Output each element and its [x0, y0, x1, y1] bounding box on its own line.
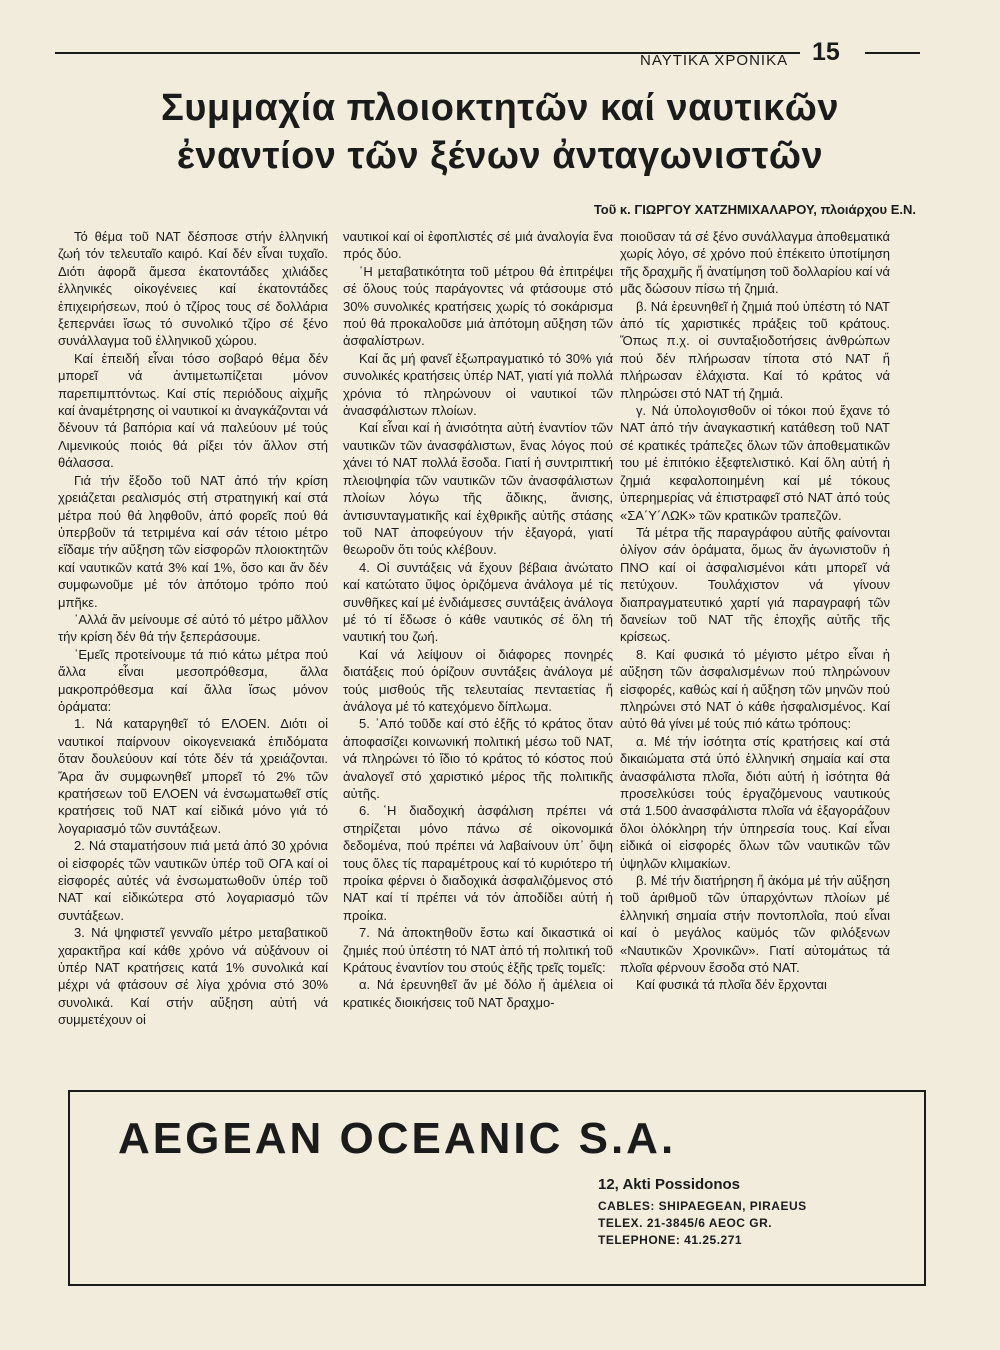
text-column-2: [343, 228, 613, 1011]
paragraph: 8. Καί φυσικά τό μέγιστο μέτρο εἶναι ἡ αὔξηση τῶν ἀσφαλισμένων πού πληρώνουν εἰσφορές, καθώς καί ἡ αὔξηση τῶν μηνῶν πού πληρώνει στό ΝΑΤ ὁ κάθε ἠσφαλισμένος. Καί αὐτό θά γίνει μέ τούς πιό κάτω τρόπους:: [620, 646, 890, 732]
page-number: 15: [812, 38, 840, 66]
magazine-name: ΝΑΥΤΙΚΑ ΧΡΟΝΙΚΑ: [640, 52, 789, 69]
header-rule-right: [865, 52, 920, 54]
paragraph: β. Μέ τήν διατήρηση ἤ ἀκόμα μέ τήν αὔξηση τοῦ ἀριθμοῦ τῶν ὑπαρχόντων πλοίων μέ ἑλληνική σημαία στήν ποντοπλοΐα, πού εἶναι καί ὁ μεγάλος καϋμός τῶν φιλόξενων «Ναυτικῶν Χρονικῶν». Γιατί αὐτομάτως τά πλοῖα φέρνουν ἔσοδα στό ΝΑΤ.: [620, 873, 890, 976]
paragraph: Καί νά λείψουν οἱ διάφορες πονηρές διατάξεις πού ὁρίζουν συντάξεις ἀνάλογα μέ τούς μισθούς τῆς τελευταίας πενταετίας ἤ ἀνάλογα μέ τό κατεχόμενο δίπλωμα.: [343, 646, 613, 714]
paragraph: ναυτικοί καί οἱ ἐφοπλιστές σέ μιά ἀναλογία ἕνα πρός δύο.: [343, 229, 613, 262]
advertisement-box: [68, 1090, 926, 1286]
advertiser-telex: TELEX. 21-3845/6 AEOC GR.: [598, 1216, 773, 1230]
paragraph: Καί ἐπειδή εἶναι τόσο σοβαρό θέμα δέν μπορεῖ νά ἀντιμετωπίζεται μόνον παρεπιμπτόντως. Καί στίς περιόδους αἰχμῆς καί ἀναμέτρησης οἱ ναυτικοί κι ἀναγκάζονται νά δένουν τά βαπόρια καί νά παλεύουν μέ τούς Λιμενικούς ποιός θά ρίξει τόν ἄλλον στή θάλασσα.: [58, 350, 328, 471]
paragraph: 6. ῾Η διαδοχική ἀσφάλιση πρέπει νά στηρίζεται μόνο πάνω σέ οἰκονομικά δεδομένα, πού πρέπει νά λαβαίνουν ὑπ᾿ ὄψη τους ὅλες τίς παραμέτρους καί τό κυριότερο τή προίκα φέρνει ὁ διαδοχικά ἀσφαλιζόμενος στό ΝΑΤ καί τί πρέπει νά τόν ἀποδίδει αὐτή ἡ προίκα.: [343, 803, 613, 923]
paragraph: ῾Η μεταβατικότητα τοῦ μέτρου θά ἐπιτρέψει σέ ὅλους τούς παράγοντες νά φτάσουμε στό 30% συνολικές κρατήσεις χωρίς τό σοκάρισμα πού θά προκαλοῦσε μιά ἀπότομη αὔξηση τῶν ἀσφαλίστρων.: [343, 263, 613, 349]
text-column-1: [58, 228, 328, 1029]
paragraph: β. Νά ἐρευνηθεῖ ἡ ζημιά πού ὑπέστη τό ΝΑΤ ἀπό τίς χαριστικές πράξεις τοῦ κράτους. Ὅπως π.χ. οἱ συνταξιοδοτήσεις ἀνθρώπων πού δέν πλήρωσαν τίποτα στό ΝΑΤ ἤ πλήρωσαν ἐλάχιστα. Καί τό κράτος νά πληρώσει στό ΝΑΤ τή ζημιά.: [620, 298, 890, 401]
paragraph: 4. Οἱ συντάξεις νά ἔχουν βέβαια ἀνώτατο καί κατώτατο ὕψος ὁριζόμενα ἀνάλογα μέ τίς συνθῆκες καί μέ ἐνδιάμεσες συντάξεις ἀνάλογα μέ τό τί ἔδωσε ὁ κάθε ναυτικός σέ ὅλη τή ναυτική του ζωή.: [343, 559, 613, 645]
advertiser-address: 12, Akti Possidonos: [598, 1176, 740, 1193]
paragraph: 1. Νά καταργηθεῖ τό ΕΛΟΕΝ. Διότι οἱ ναυτικοί παίρνουν οἰκογενειακά ἐπιδόματα ὅταν δουλεύουν καί τότε δέν τά χρειάζονται. Ἄρα ἄν συμφωνηθεῖ μπορεῖ τό 2% τῶν κρατήσεων τοῦ ΕΛΟΕΝ νά ἐνσωματωθεῖ στίς κρατήσεις τοῦ ΝΑΤ καί εἰδικά μόνο γιά τό λογαριασμό τῶν συντάξεων.: [58, 716, 328, 836]
paragraph: Καί εἶναι καί ἡ ἀνισότητα αὐτή ἐναντίον τῶν ναυτικῶν τῶν ἀνασφάλιστων, ἕνας λόγος πού χάνει τό ΝΑΤ πολλά ἔσοδα. Γιατί ἡ συντριπτική πλειοψηφία τῶν ναυτικῶν τῶν ἀνασφάλιστων πλοίων λόγω τῆς ἄδικης, ἄνισης, ἀντισυνταγματικῆς καί ἐχθρικῆς αὐτῆς στάσης τοῦ ΝΑΤ ἀποφεύγουν τήν ἐξαγορά, γιατί θεωροῦν ὅτι τούς κλέβουν.: [343, 420, 613, 558]
advertiser-contact: [598, 1176, 807, 1250]
article-title: [0, 84, 1000, 180]
paragraph: 3. Νά ψηφιστεῖ γενναῖο μέτρο μεταβατικοῦ χαρακτῆρα καί κάθε χρόνο νά αὐξάνουν οἱ ὑπέρ ΝΑΤ κρατήσεις κατά 1% συνολικά καί μέχρι νά φτάσουν σέ λίγα χρόνια στό 30% συνολικά. Καί στήν αὔξηση αὐτή νά συμμετέχουν οἱ: [58, 925, 328, 1028]
paragraph: 2. Νά σταματήσουν πιά μετά ἀπό 30 χρόνια οἱ εἰσφορές τῶν ναυτικῶν ὑπέρ τοῦ ΟΓΑ καί οἱ εἰσφορές αὐτές νά ἐνσωματωθοῦν ὑπέρ τοῦ ΝΑΤ καί εἰδικώτερα στό λογαριασμό τῶν συντάξεων.: [58, 838, 328, 923]
paragraph: 7. Νά ἀποκτηθοῦν ἔστω καί δικαστικά οἱ ζημιές πού ὑπέστη τό ΝΑΤ ἀπό τή πολιτική τοῦ Κράτους ἐναντίον του στούς ἑξῆς τρεῖς τομεῖς:: [343, 925, 613, 976]
advertiser-telephone: TELEPHONE: 41.25.271: [598, 1233, 743, 1247]
text-column-3: [620, 228, 890, 994]
paragraph: α. Μέ τήν ἰσότητα στίς κρατήσεις καί στά δικαιώματα στά ὑπό ἑλληνική σημαία καί στα ἀνασφάλιστα πλοῖα, διότι αὐτή ἡ ἰσότητα θά προσελκύσει τούς ἐργαζόμενους ναυτικούς στά 1.500 ἀνασφάλιστα πλοῖα νά ἐξαγοράζουν ὅλοι ὁλόκληρη τήν ὑπηρεσία τους. Καί εἶναι εἰδικά οἱ εἰσφορές ὅλων τῶν ναυτικῶν τῶν ὑψηλῶν κλιμακίων.: [620, 733, 890, 871]
advertiser-name: AEGEAN OCEANIC S.A.: [118, 1114, 677, 1163]
paragraph: ᾿Εμεῖς προτείνουμε τά πιό κάτω μέτρα πού ἄλλα εἶναι μεσοπρόθεσμα, ἄλλα μακροπρόθεσμα καί ἄλλα ἴσως μόνον ὁράματα:: [58, 646, 328, 714]
paragraph: α. Νά ἐρευνηθεῖ ἄν μέ δόλο ἤ ἀμέλεια οἱ κρατικές διοικήσεις τοῦ ΝΑΤ δραχμο-: [343, 977, 613, 1010]
paragraph: Τά μέτρα τῆς παραγράφου αὐτῆς φαίνονται ὀλίγον σάν ὁράματα, ὅμως ἄν ἀγωνιστοῦν ἡ ΠΝΟ καί οἱ ἀσφαλισμένοι κάτι μπορεῖ νά πετύχουν. Τουλάχιστον νά γίνουν διαπραγματευτικό χαρτί γιά παραγραφή τῶν δανείων τοῦ ΝΑΤ τῆς ἐποχῆς αὐτῆς τῆς κρίσεως.: [620, 524, 890, 645]
paragraph: ᾿Αλλά ἄν μείνουμε σέ αὐτό τό μέτρο μᾶλλον τήν κρίση δέν θά τήν ξεπεράσουμε.: [58, 611, 328, 645]
advertiser-cables: CABLES: SHIPAEGEAN, PIRAEUS: [598, 1199, 807, 1213]
paragraph: Τό θέμα τοῦ ΝΑΤ δέσποσε στήν ἑλληνική ζωή τόν τελευταῖο καιρό. Καί δέν εἶναι τυχαῖο. Διότι ἀφορᾶ ἄμεσα ἑκατοντάδες χιλιάδες ἑλληνικές οἰκογένειες καί ἑκατοντάδες ἐπιχειρήσεων, πού ὁ τζίρος τους σέ δολλάρια ξεπερνάει ἴσως τό συνολικό τζίρο σέ ξένο συνάλλαγμα τοῦ ἑλληνικοῦ χώρου.: [58, 229, 328, 349]
article-title-line-1: Συμμαχία πλοιοκτητῶν καί ναυτικῶν: [160, 87, 840, 129]
paragraph: Καί φυσικά τά πλοῖα δέν ἔρχονται: [636, 977, 827, 993]
paragraph: Γιά τήν ἔξοδο τοῦ ΝΑΤ ἀπό τήν κρίση χρειάζεται ρεαλισμός στή στρατηγική καί στά μέτρα πού θά ληφθοῦν, ἀπό φορεῖς πού θά ὑπερβοῦν τά τετριμένα καί σάν τέτοιο μέτρο εἴδαμε τήν αὔξηση τῶν εἰσφορῶν πλοιοκτητῶν καί ναυτικῶν κατά 3% καί 1%, ὅσο και ἄν δέν συμφωνοῦμε μέ τόν ἀπότομο τρόπο πού μπῆκε.: [58, 472, 328, 610]
article-byline: Τοῦ κ. ΓΙΩΡΓΟΥ ΧΑΤΖΗΜΙΧΑΛΑΡΟΥ, πλοιάρχου Ε.Ν.: [593, 202, 916, 217]
article-title-line-2: ἐναντίον τῶν ξένων ἀνταγωνιστῶν: [176, 135, 824, 177]
paragraph: γ. Νά ὑπολογισθοῦν οἱ τόκοι πού ἔχανε τό ΝΑΤ ἀπό τήν ἀναγκαστική κατάθεση τοῦ ΝΑΤ σέ κρατικές τράπεζες ὅλων τῶν ἀποθεματικῶν του μέ ἐπιτόκιο ἐξεφτελιστικό. Καί ὅλη αὐτή ἡ ζημιά κεφαλοποιημένη καί μέ τόκους ὑπερημερίας νά ἐπιστραφεῖ στό ΝΑΤ ἀπό τούς «ΣΑ΄Υ΄ΛΩΚ» τῶν κρατικῶν τραπεζῶν.: [620, 403, 890, 523]
paragraph: 5. ᾿Από τοῦδε καί στό ἑξῆς τό κράτος ὅταν ἀποφασίζει κοινωνική πολιτική μέσω τοῦ ΝΑΤ, νά πληρώνει τό ἴδιο τό κράτος τό κόστος πού ἀναλογεῖ στό χαριστικό μέρος τῆς πολιτικῆς αὐτῆς.: [343, 716, 613, 801]
paragraph: ποιοῦσαν τά σέ ξένο συνάλλαγμα ἀποθεματικά χωρίς λόγο, σέ χρόνο πού ἐπέκειτο ὑποτίμηση τῆς δραχμῆς ἤ ἀνατίμηση τοῦ δολλαρίου καί νά μᾶς δώσουν πίσω τή ζημιά.: [620, 229, 890, 297]
paragraph: Καί ἄς μή φανεῖ ἐξωπραγματικό τό 30% γιά συνολικές κρατήσεις ὑπέρ ΝΑΤ, γιατί γιά πολλά χρόνια τό πληρώνουν οἱ ναυτικοί τῶν ἀνασφάλιστων πλοίων.: [343, 350, 613, 419]
